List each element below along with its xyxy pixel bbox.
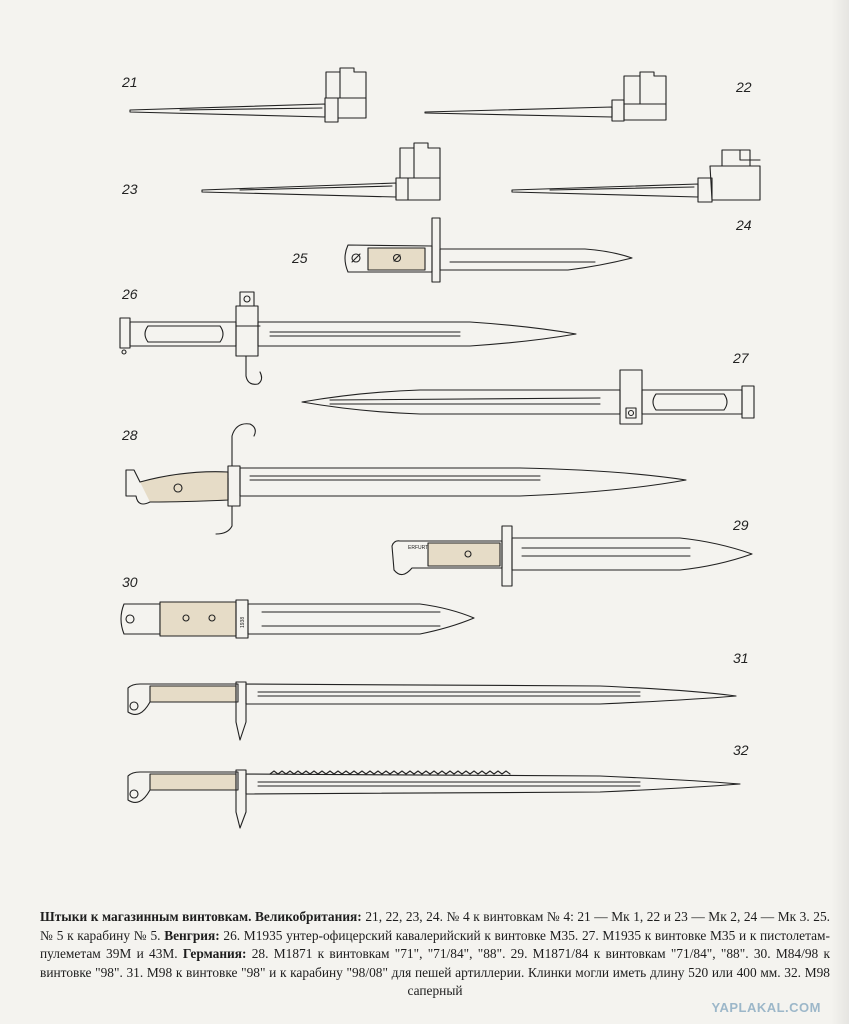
caption-germany: Германия: <box>182 946 247 961</box>
caption-text-2: 26. М1935 унтер-офицерский кавалерийский к винтовке М35. 27. М1935 к винтовке М35 и к пистолетам-пулеметам 39М и 43М. <box>40 927 830 961</box>
figure-number-26: 26 <box>122 286 138 302</box>
bayonet-26 <box>120 292 576 384</box>
caption <box>40 908 830 1001</box>
figure-number-21: 21 <box>122 74 138 90</box>
figure-number-28: 28 <box>122 427 138 443</box>
figure-number-31: 31 <box>733 650 749 666</box>
figure-number-29: 29 <box>733 517 749 533</box>
figure-number-32: 32 <box>733 742 749 758</box>
bayonet-27 <box>302 370 754 424</box>
stamp-30: 1938 <box>240 616 246 628</box>
bayonet-29 <box>392 526 752 586</box>
caption-lead: Штыки к магазинным винтовкам. Великобритания: <box>40 909 362 924</box>
bayonet-28 <box>126 424 686 534</box>
figure-number-24: 24 <box>736 217 752 233</box>
bayonet-23 <box>202 143 440 200</box>
bayonet-21 <box>130 68 366 122</box>
bayonet-30 <box>121 600 474 638</box>
caption-hungary: Венгрия: <box>164 927 220 943</box>
figure-number-25: 25 <box>292 250 308 266</box>
bayonet-25 <box>345 218 632 282</box>
figure-number-27: 27 <box>733 350 749 366</box>
caption-text-1: 21, 22, 23, 24. № 4 к винтовкам № 4: 21 — Мк 1, 22 и 23 — Мк 2, 24 — Мк 3. 25. № 5 к карабину № 5. <box>40 909 831 943</box>
figure-number-30: 30 <box>122 574 138 590</box>
caption-text-3: 28. M1871 к винтовкам "71", "71/84", "88". 29. M1871/84 к винтовкам "71/84", "88". 30. М84/98 к винтовке "98". 31. М98 к винтовке "98" и к карабину "98/08" для пешей артиллерии. Клинки могли иметь длину 520 или 400 мм. 32. М98 саперный <box>40 946 830 998</box>
page-edge-shadow <box>831 0 849 1024</box>
bayonet-31 <box>128 682 736 740</box>
bayonet-32 <box>128 770 740 828</box>
figure-number-22: 22 <box>736 79 752 95</box>
bayonet-22 <box>425 72 666 121</box>
watermark: YAPLAKAL.COM <box>711 1000 821 1015</box>
figure-number-23: 23 <box>122 181 138 197</box>
bayonet-24 <box>512 150 760 202</box>
stamp-29: ERFURT <box>408 545 429 551</box>
